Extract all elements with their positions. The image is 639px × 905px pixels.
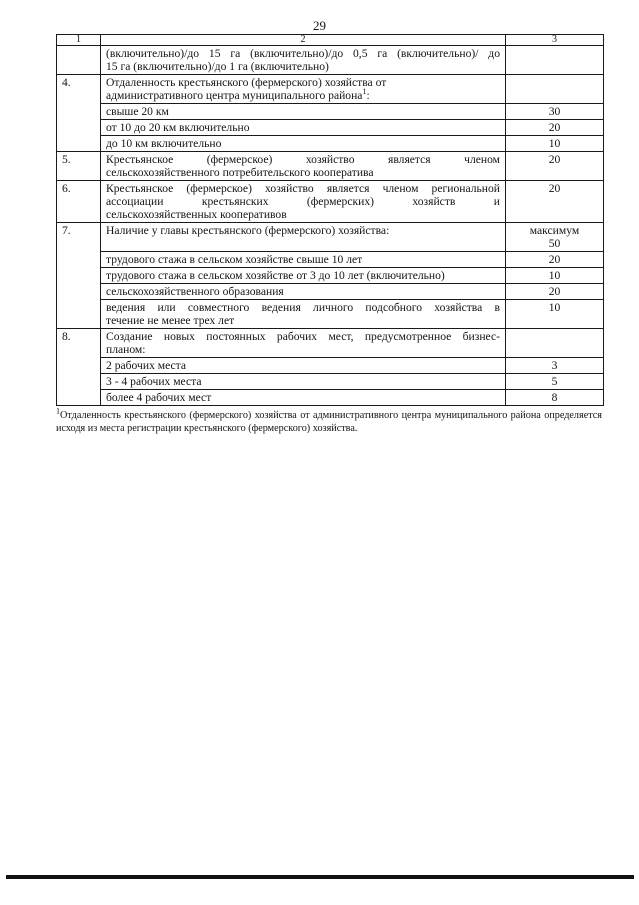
criterion-cell — [101, 75, 506, 104]
criterion-text-line: планом: — [106, 343, 146, 356]
table-row — [57, 268, 604, 284]
criterion-text-line: Крестьянское (фермерское) хозяйство является членом — [106, 153, 500, 166]
footnote-text: Отдаленность крестьянского (фермерского) хозяйства от административного центра муниципального района определяется исходя из места регистрации крестьянского (фермерского) хозяйства. — [56, 410, 602, 434]
table-header-row — [57, 35, 604, 46]
table-row — [57, 46, 604, 75]
page-number: 29 — [313, 18, 326, 33]
row-number-cell: 5. — [57, 152, 101, 181]
header-col-2: 2 — [101, 35, 506, 46]
criterion-cell: 2 рабочих места — [101, 358, 506, 374]
criterion-cell: сельскохозяйственного образования — [101, 284, 506, 300]
criterion-text: административного центра муниципального района — [106, 89, 363, 102]
criterion-text-line: ведения или совместного ведения личного подсобного хозяйства в — [106, 301, 500, 314]
table-row — [57, 152, 604, 181]
criterion-text-line: Создание новых постоянных рабочих мест, предусмотренное бизнес- — [106, 330, 500, 343]
score-cell: 10 — [506, 136, 604, 152]
criterion-text-line: (включительно)/до 15 га (включительно)/до 0,5 га (включительно)/ до — [106, 47, 500, 60]
score-cell: 20 — [506, 120, 604, 136]
row-number-cell: 7. — [57, 223, 101, 329]
row-number-cell: 4. — [57, 75, 101, 152]
score-max-label: максимум — [529, 224, 580, 237]
header-col-1: 1 — [57, 35, 101, 46]
score-cell — [506, 329, 604, 358]
score-cell: 20 — [506, 284, 604, 300]
table-row — [57, 358, 604, 374]
criterion-cell — [101, 46, 506, 75]
table-row — [57, 284, 604, 300]
criterion-cell: свыше 20 км — [101, 104, 506, 120]
score-cell: 10 — [506, 300, 604, 329]
table-row — [57, 390, 604, 406]
table-row — [57, 374, 604, 390]
score-cell: 20 — [506, 152, 604, 181]
criterion-text-line: сельскохозяйственного потребительского кооператива — [106, 166, 374, 179]
table-row — [57, 329, 604, 358]
score-cell: 8 — [506, 390, 604, 406]
criterion-text-line: сельскохозяйственных кооперативов — [106, 208, 287, 221]
criterion-cell — [101, 152, 506, 181]
score-cell: 30 — [506, 104, 604, 120]
table-row — [57, 181, 604, 223]
score-cell: 20 — [506, 181, 604, 223]
criterion-cell: от 10 до 20 км включительно — [101, 120, 506, 136]
footnote — [56, 406, 602, 435]
table-row — [57, 75, 604, 104]
criterion-cell: до 10 км включительно — [101, 136, 506, 152]
criterion-cell — [101, 300, 506, 329]
table-row — [57, 223, 604, 252]
criterion-cell — [101, 329, 506, 358]
criterion-cell — [101, 181, 506, 223]
criterion-cell: более 4 рабочих мест — [101, 390, 506, 406]
score-cell — [506, 46, 604, 75]
footnote-marker: 1 — [56, 406, 60, 416]
footnote-reference: 1 — [362, 87, 367, 97]
score-cell: 5 — [506, 374, 604, 390]
row-number-cell: 6. — [57, 181, 101, 223]
criterion-text-line: ассоциации крестьянских (фермерских) хозяйств и — [106, 195, 500, 208]
criteria-table — [56, 34, 604, 406]
table-row — [57, 300, 604, 329]
criterion-text-line — [106, 89, 500, 102]
criterion-cell: Наличие у главы крестьянского (фермерского) хозяйства: — [101, 223, 506, 252]
criterion-cell: трудового стажа в сельском хозяйстве свыше 10 лет — [101, 252, 506, 268]
score-cell — [506, 75, 604, 104]
score-cell: 20 — [506, 252, 604, 268]
row-number-cell: 8. — [57, 329, 101, 406]
criterion-cell: трудового стажа в сельском хозяйстве от 3 до 10 лет (включительно) — [101, 268, 506, 284]
header-col-3: 3 — [506, 35, 604, 46]
criterion-cell: 3 - 4 рабочих места — [101, 374, 506, 390]
score-max-value: 50 — [548, 237, 561, 250]
score-cell: 10 — [506, 268, 604, 284]
table-row — [57, 120, 604, 136]
score-cell — [506, 223, 604, 252]
row-number-cell — [57, 46, 101, 75]
criterion-text-line: Крестьянское (фермерское) хозяйство является членом региональной — [106, 182, 500, 195]
table-row — [57, 136, 604, 152]
criterion-text-line: течение не менее трех лет — [106, 314, 235, 327]
page-bottom-rule — [6, 875, 634, 879]
score-cell: 3 — [506, 358, 604, 374]
table-row — [57, 252, 604, 268]
criterion-text-line: 15 га (включительно)/до 1 га (включительно) — [106, 60, 329, 73]
criterion-text-line: Отдаленность крестьянского (фермерского) хозяйства от — [106, 76, 387, 89]
criterion-text: : — [366, 89, 370, 102]
table-row — [57, 104, 604, 120]
